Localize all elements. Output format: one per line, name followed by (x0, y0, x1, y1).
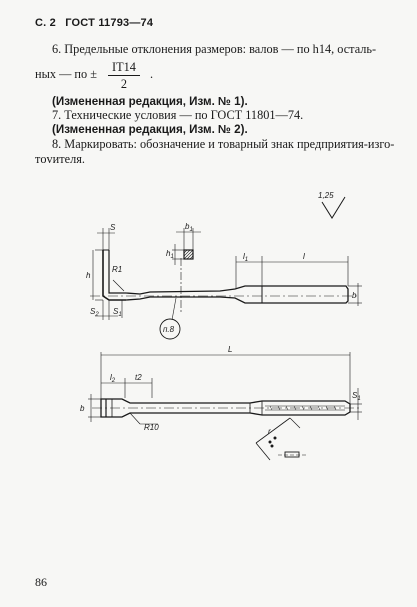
standard-number: ГОСТ 11793—74 (65, 17, 154, 29)
item-7: 7. Технические условия — по ГОСТ 11801—74. (52, 108, 304, 122)
dim-total-length: L (228, 345, 233, 354)
dim-b1: $b_1$ (185, 222, 193, 233)
roughness-symbol-icon (322, 197, 345, 218)
upper-view (90, 228, 362, 339)
callout-p8: п.8 (163, 325, 175, 334)
dim-s-top: S (110, 223, 116, 232)
dim-s2: $S_2$ (90, 307, 99, 318)
dim-s1: $S_1$ (113, 307, 122, 318)
fraction-numerator: IT14 (108, 60, 140, 76)
dim-h: h (86, 271, 91, 280)
dim-h1: $h_1$ (166, 249, 174, 260)
item-8-line-1: 8. Маркировать: обозначение и товарный знак предприятия-изго- (52, 137, 395, 151)
item-6-line-2-suffix: . (150, 67, 154, 81)
roughness-value: 1,25 (318, 191, 334, 200)
item-6-line-1: 6. Предельные отклонения размеров: валов — по h14, осталь- (52, 42, 377, 56)
dim-r-detail: r (268, 427, 271, 436)
edit-note-2: (Измененная редакция, Изм. № 2). (52, 123, 248, 136)
lower-view (88, 352, 362, 460)
dim-l2: $l_2$ (110, 373, 116, 384)
page-number: 86 (35, 575, 47, 589)
page-section: С. 2 (35, 17, 56, 29)
dim-s1-right: $S_1$ (352, 391, 361, 402)
item-6-line-2-prefix: ных — по ± (35, 67, 97, 81)
dim-r1: R1 (112, 265, 123, 274)
fraction-denominator: 2 (120, 77, 128, 91)
dim-b-left: b (80, 404, 85, 413)
dim-r10: R10 (144, 423, 159, 432)
edit-note-1: (Измененная редакция, Изм. № 1). (52, 95, 248, 108)
dim-t2: t2 (135, 373, 142, 382)
dim-l: l (303, 252, 305, 261)
dim-l1: $l_1$ (243, 252, 249, 263)
item-8-line-2: тovителя. (35, 152, 85, 166)
dim-b-right: b (352, 291, 357, 300)
